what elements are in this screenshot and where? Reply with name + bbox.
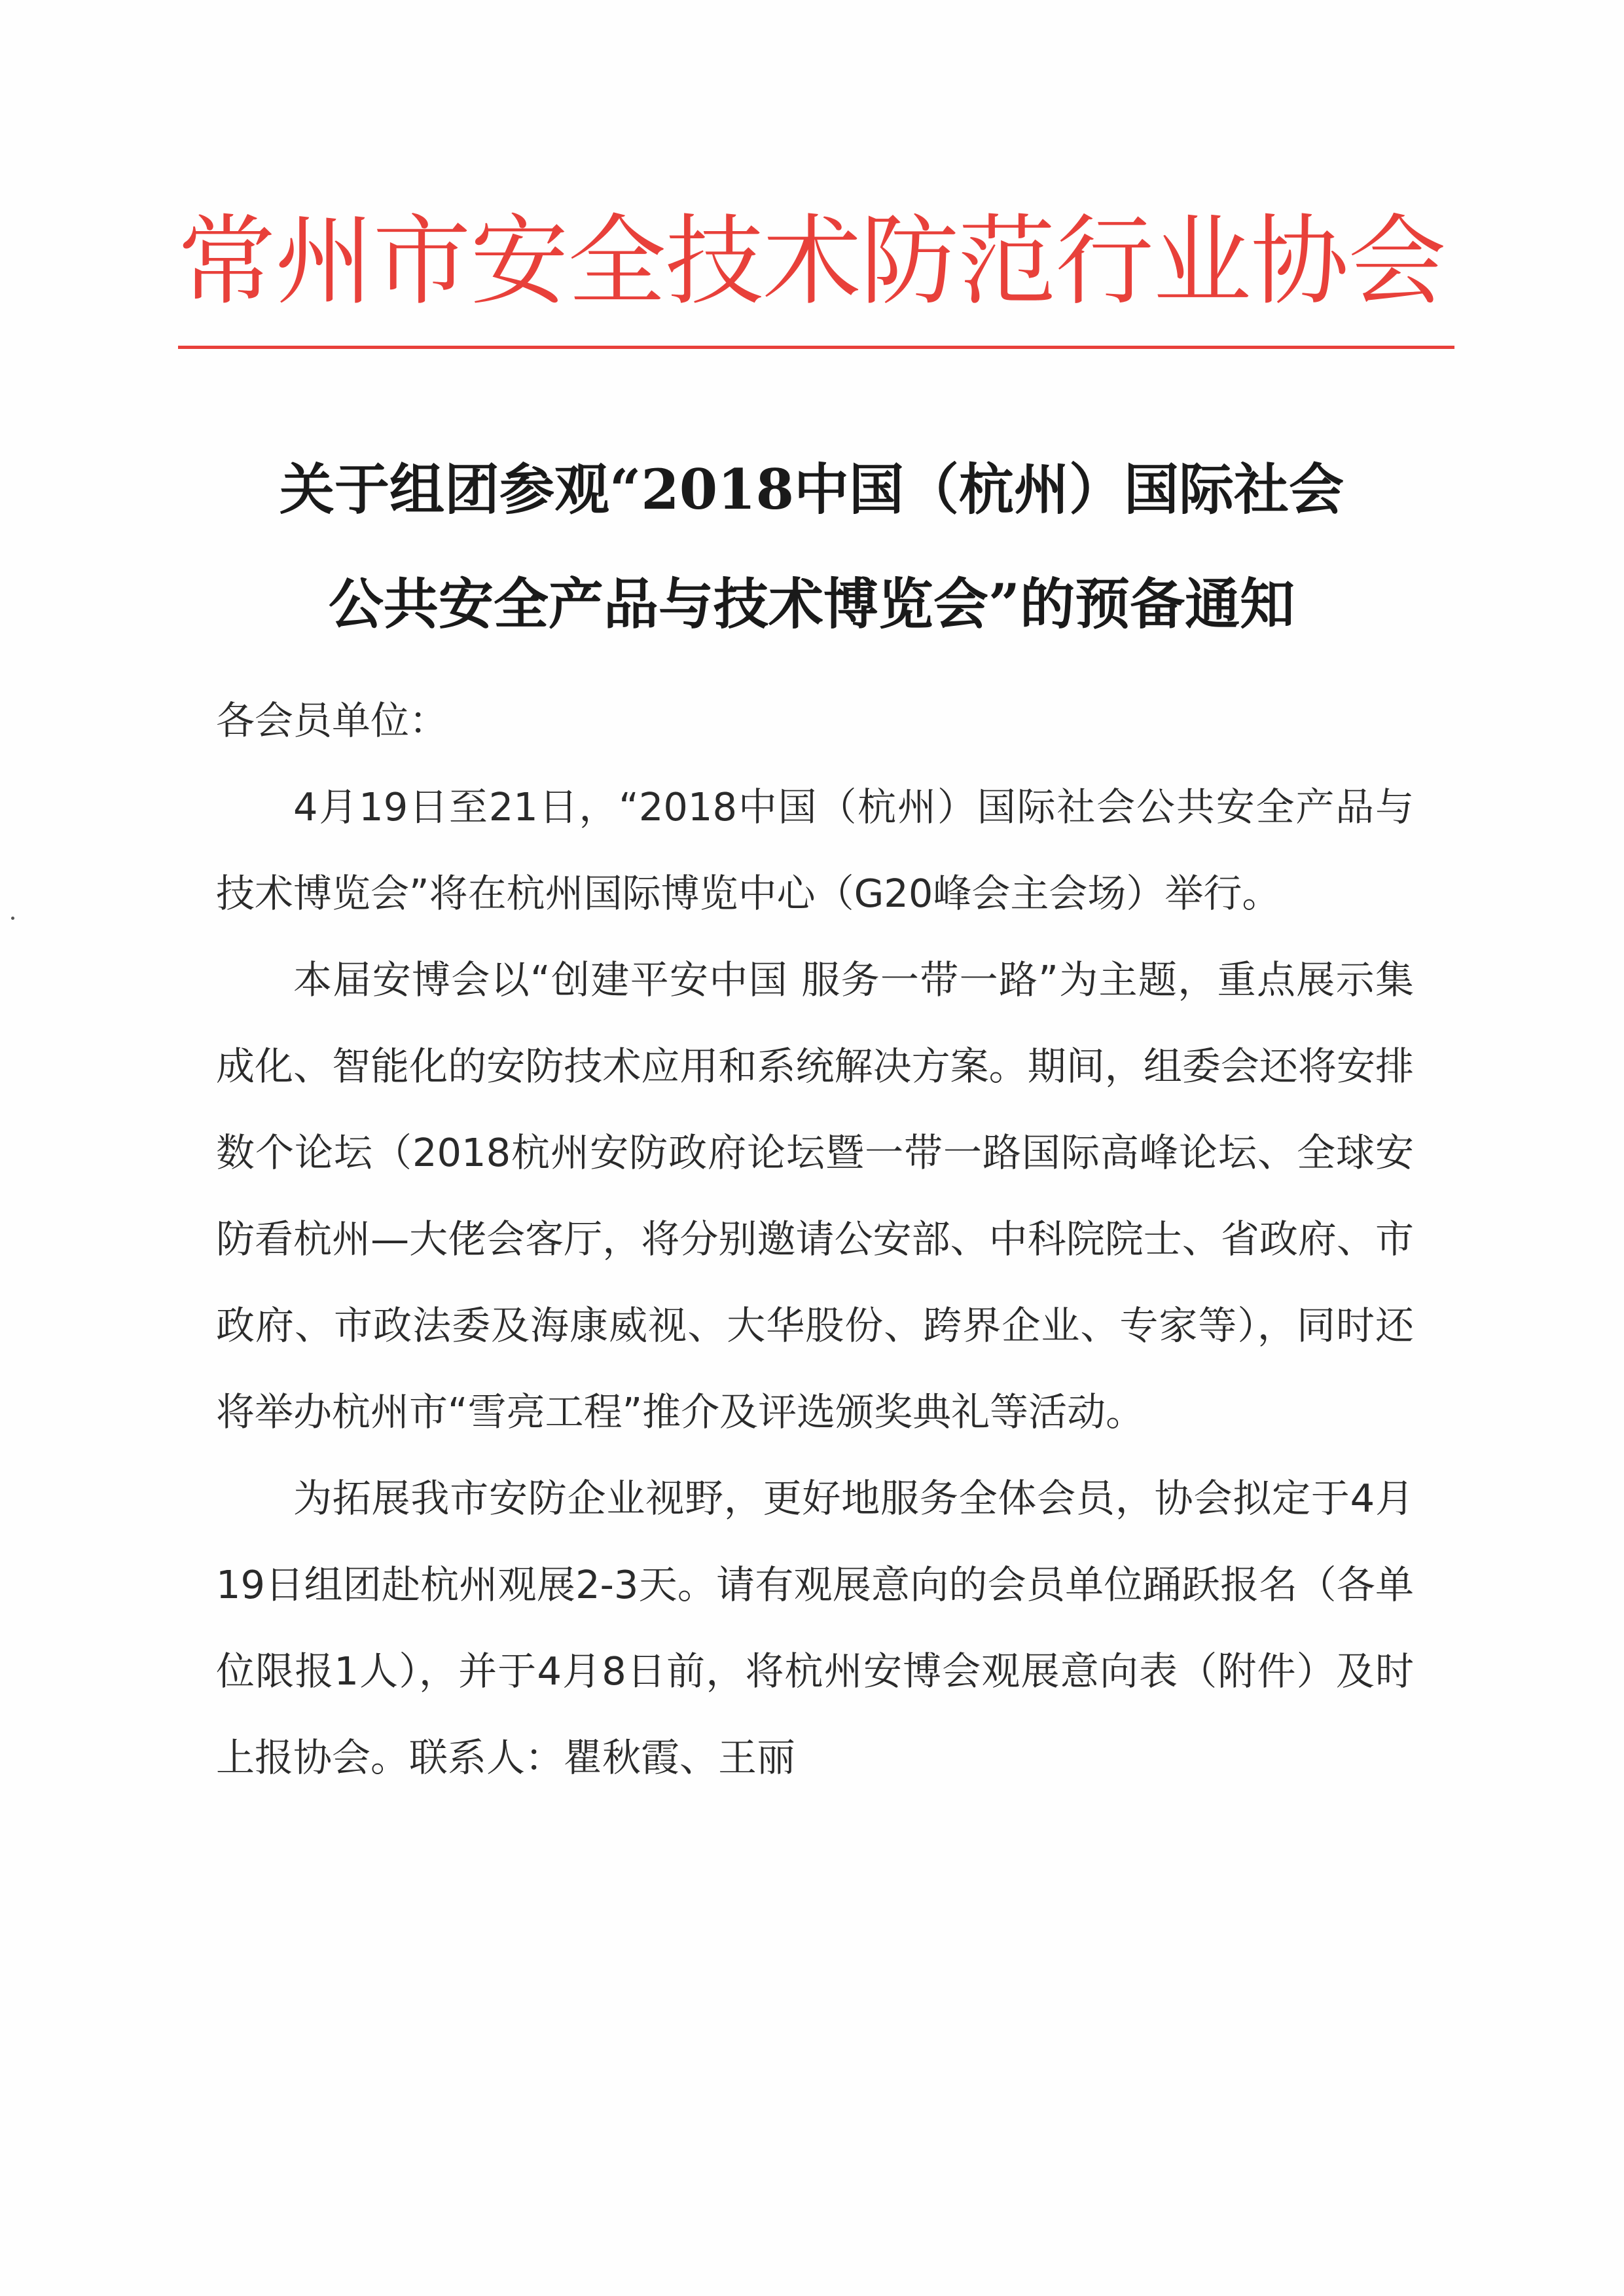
salutation: 各会员单位： — [216, 698, 448, 743]
scan-mark — [11, 917, 14, 920]
notice-title-line-1: 关于组团参观“2018中国（杭州）国际社会 — [279, 457, 1344, 522]
notice-title — [170, 432, 1453, 661]
letterhead-organization-name: 常州市安全技术防范行业协会 — [177, 205, 1446, 319]
paragraph-event-theme: 本届安博会以“创建平安中国 服务一带一路”为主题，重点展示集成化、智能化的安防技术应用和系统解决方案。期间，组委会还将安排数个论坛（2018杭州安防政府论坛暨一带一路国际高峰论坛、全球安防看杭州—大佬会客厅，将分别邀请公安部、中科院院士、省政府、市政府、市政法委及海康威视、大华股份、跨界企业、专家等），同时还将举办杭州市“雪亮工程”推介及评选颁奖典礼等活动。 — [216, 957, 1414, 1434]
paragraph-registration: 为拓展我市安防企业视野，更好地服务全体会员，协会拟定于4月19日组团赴杭州观展2-3天。请有观展意向的会员单位踊跃报名（各单位限报1人），并于4月8日前，将杭州安博会观展意向表（附件）及时上报协会。联系人：瞿秋霞、王丽 — [216, 1476, 1414, 1780]
letterhead-red-rule — [178, 346, 1454, 349]
notice-body — [216, 678, 1414, 1801]
notice-title-line-2: 公共安全产品与技术博览会”的预备通知 — [328, 572, 1295, 636]
paragraph-event-announcement: 4月19日至21日，“2018中国（杭州）国际社会公共安全产品与技术博览会”将在杭州国际博览中心（G20峰会主会场）举行。 — [216, 784, 1414, 916]
